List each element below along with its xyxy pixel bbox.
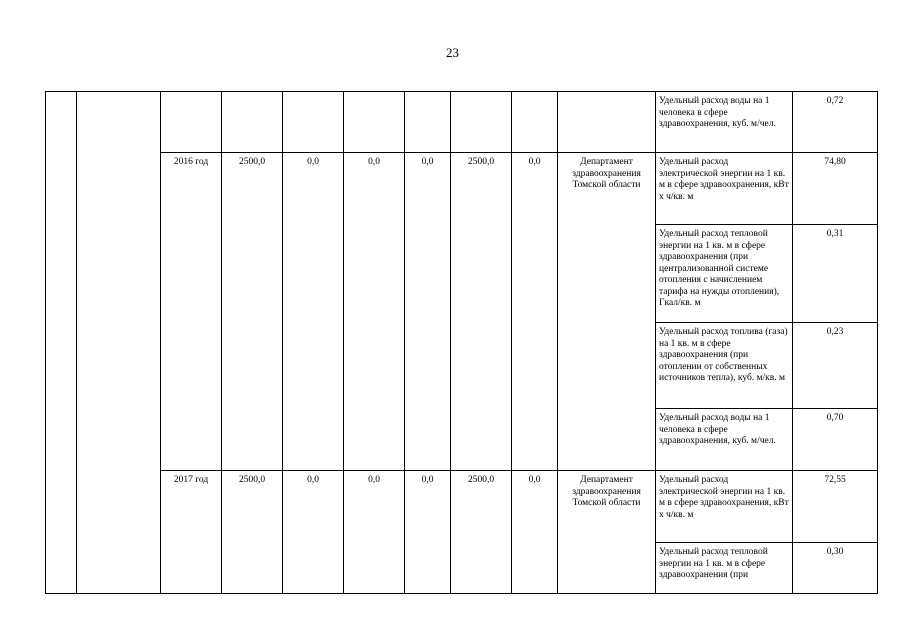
local-budget-cell: 0,0: [405, 471, 451, 594]
indicator-value: 72,55: [793, 471, 878, 543]
activity-name-cell: [77, 92, 161, 594]
extra-cell: 0,0: [512, 153, 558, 471]
total-cell: 2500,0: [222, 153, 283, 471]
indicator-name: Удельный расход воды на 1 человека в сфере здравоохранения, куб. м/чел.: [656, 92, 793, 153]
year-cell: 2016 год: [161, 153, 222, 471]
federal-budget-cell: 0,0: [283, 153, 344, 471]
extra-cell: 0,0: [512, 471, 558, 594]
indicator-name: Удельный расход тепловой энергии на 1 кв. м в сфере здравоохранения (при: [656, 543, 793, 594]
table-row: [46, 92, 878, 153]
executor-cell: Департамент здравоохранения Томской области: [558, 153, 656, 471]
executor-cell: Департамент здравоохранения Томской области: [558, 471, 656, 594]
indicator-value: 74,80: [793, 153, 878, 225]
federal-budget-cell: 0,0: [283, 471, 344, 594]
indicator-value: 0,30: [793, 543, 878, 594]
regional-budget-cell: 0,0: [344, 153, 405, 471]
year-cell: [161, 92, 222, 153]
table-row: [46, 153, 878, 225]
indicator-name: Удельный расход топлива (газа) на 1 кв. м в сфере здравоохранения (при отоплении от собственных источников тепла), куб. м/кв. м: [656, 323, 793, 409]
indicator-name: Удельный расход воды на 1 человека в сфере здравоохранения, куб. м/чел.: [656, 409, 793, 471]
indicator-name: Удельный расход тепловой энергии на 1 кв. м в сфере здравоохранения (при централизованной системе отопления с начислением тарифа на нужды отопления), Гкал/кв. м: [656, 225, 793, 323]
regional-budget-cell: [344, 92, 405, 153]
extra-cell: [512, 92, 558, 153]
other-sources-cell: 2500,0: [451, 471, 512, 594]
local-budget-cell: 0,0: [405, 153, 451, 471]
total-cell: 2500,0: [222, 471, 283, 594]
number-cell: [46, 92, 77, 594]
table-row: [46, 471, 878, 543]
federal-budget-cell: [283, 92, 344, 153]
indicator-value: 0,70: [793, 409, 878, 471]
other-sources-cell: [451, 92, 512, 153]
local-budget-cell: [405, 92, 451, 153]
indicator-name: Удельный расход электрической энергии на 1 кв. м в сфере здравоохранения, кВт х ч/кв. м: [656, 153, 793, 225]
program-table: [45, 91, 878, 594]
year-cell: 2017 год: [161, 471, 222, 594]
page-number: 23: [446, 45, 459, 60]
other-sources-cell: 2500,0: [451, 153, 512, 471]
indicator-value: 0,23: [793, 323, 878, 409]
executor-cell: [558, 92, 656, 153]
indicator-name: Удельный расход электрической энергии на 1 кв. м в сфере здравоохранения, кВт х ч/кв. м: [656, 471, 793, 543]
total-cell: [222, 92, 283, 153]
regional-budget-cell: 0,0: [344, 471, 405, 594]
indicator-value: 0,72: [793, 92, 878, 153]
indicator-value: 0,31: [793, 225, 878, 323]
